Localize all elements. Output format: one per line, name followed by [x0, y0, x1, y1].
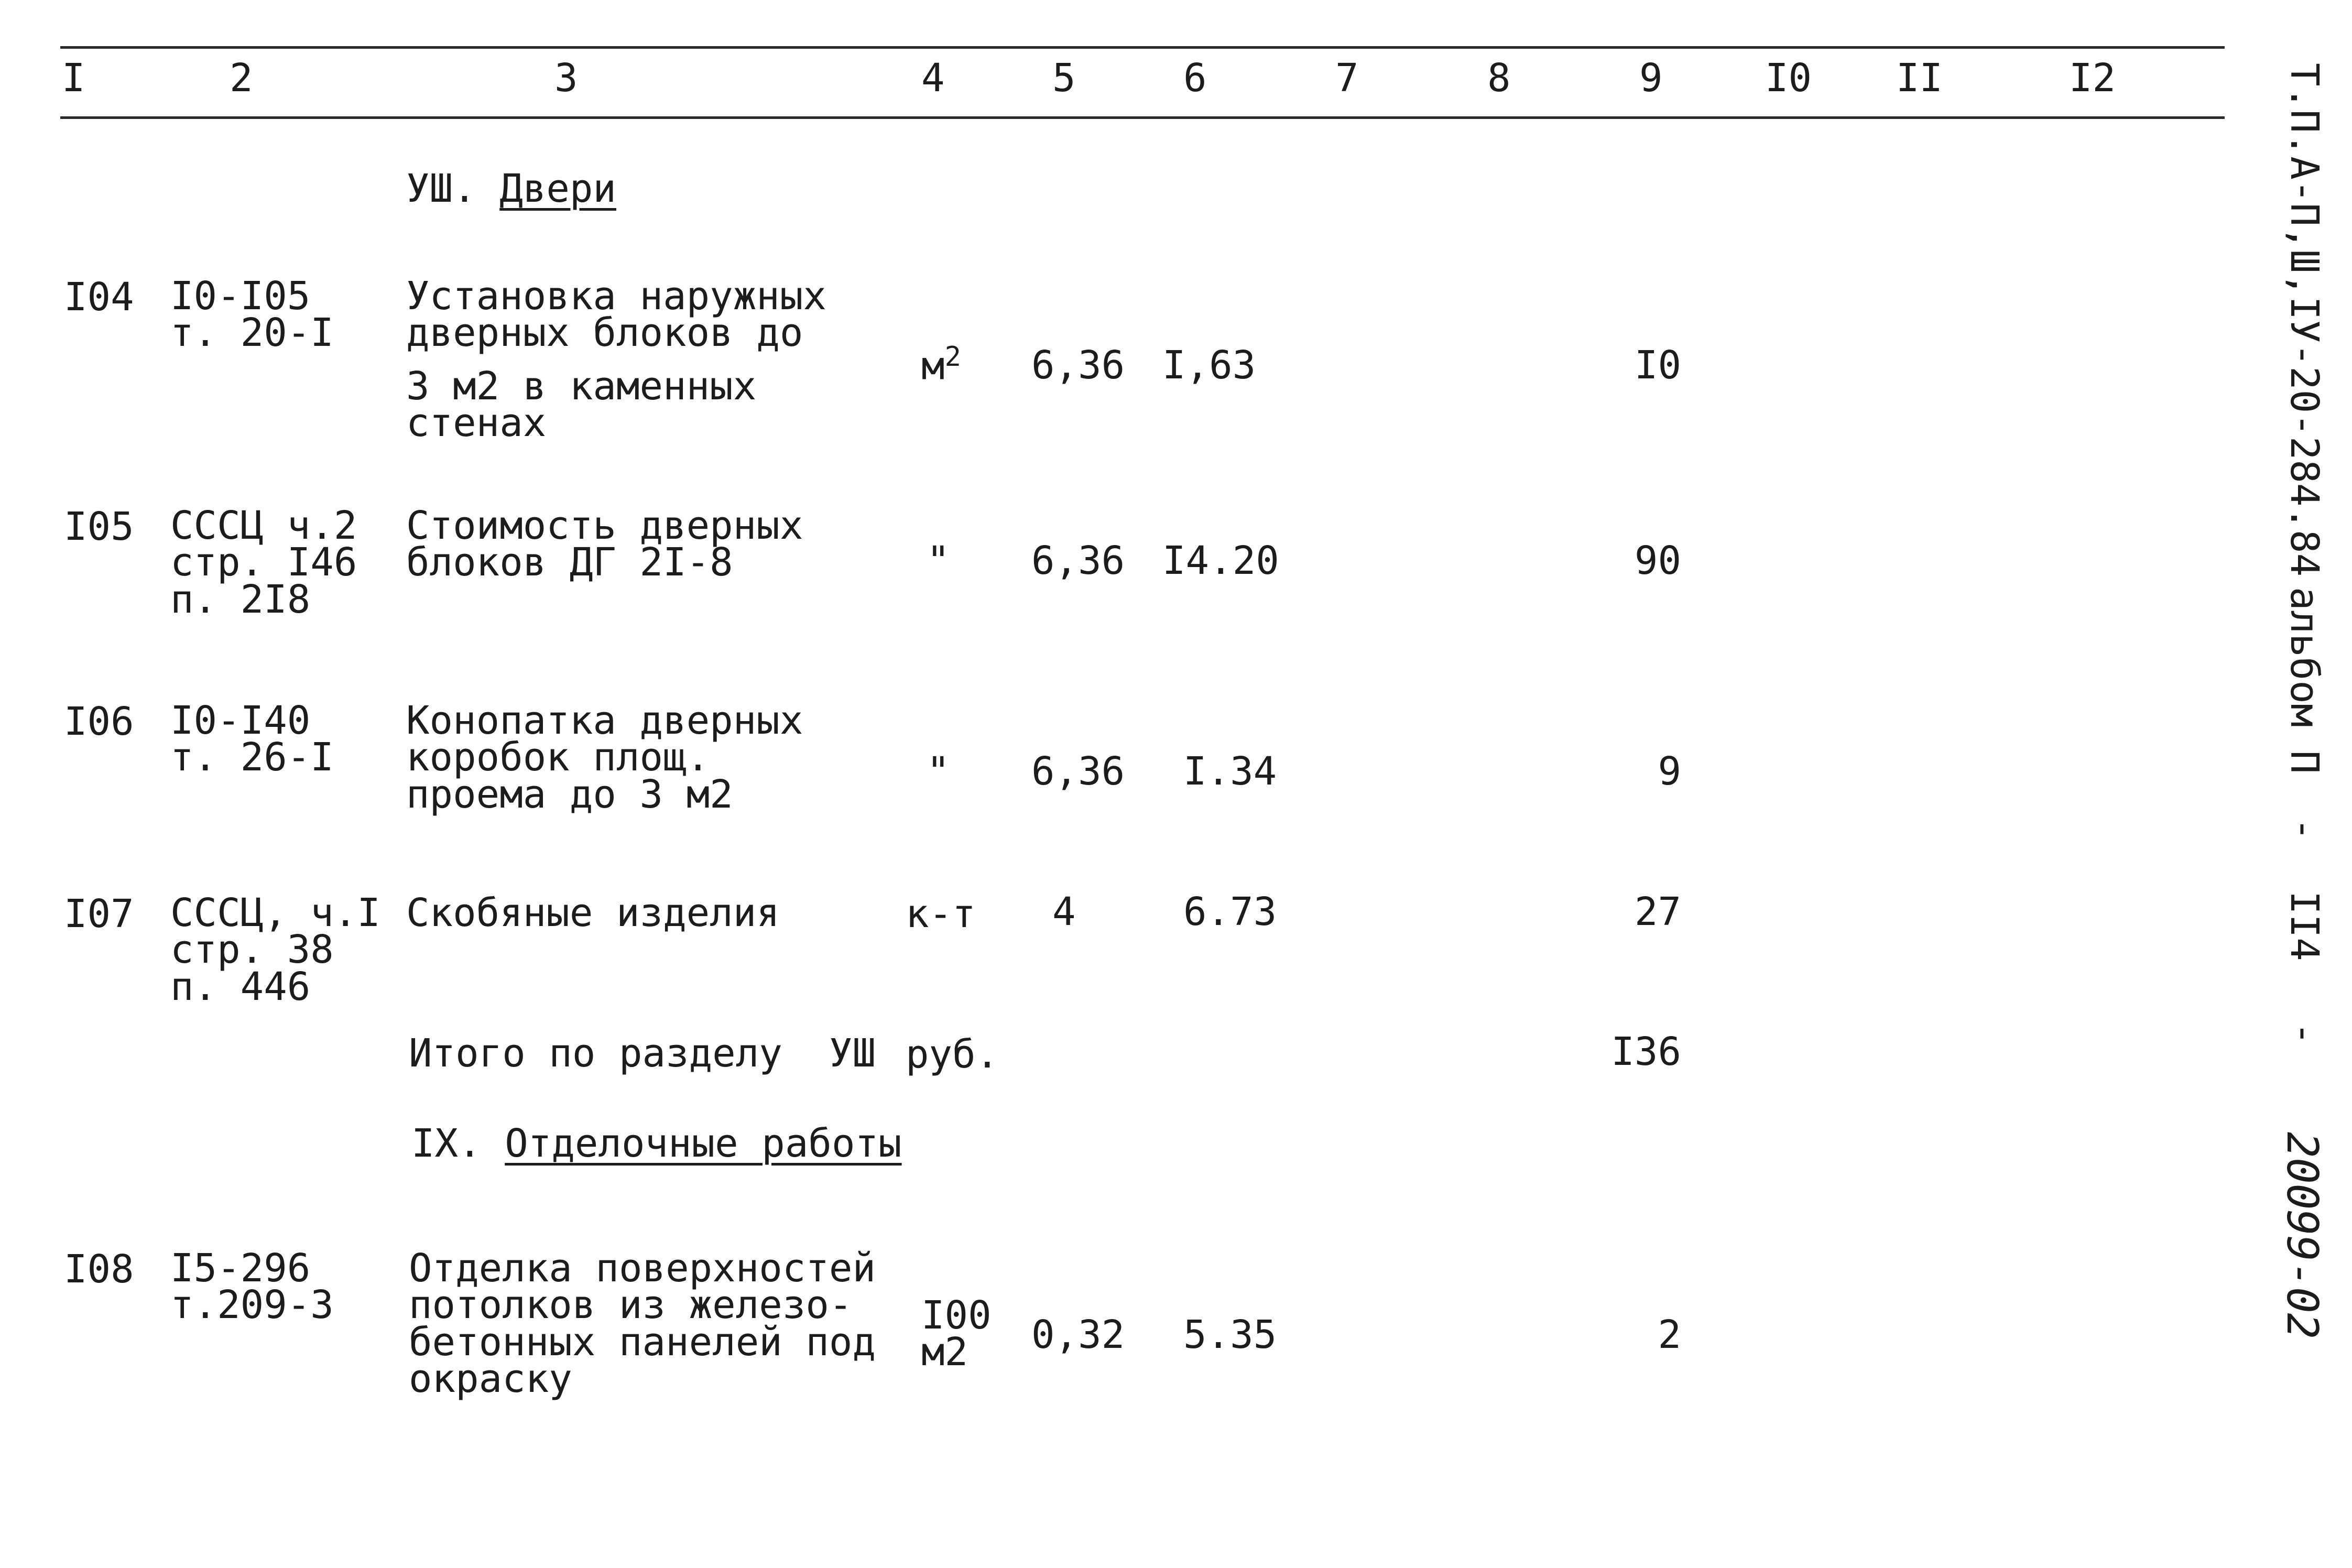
- row-quantity: 0,32: [1031, 1312, 1125, 1357]
- col-header-5: 5: [1052, 56, 1076, 101]
- side-doc-code: Т.П.А-П,Ш,IУ-20-284.84: [2282, 63, 2327, 577]
- row-description: Отделка поверхностей потолков из железо- бетонных панелей под окраску: [409, 1246, 876, 1401]
- row-code: I0-I40 т. 26-I: [170, 698, 334, 780]
- col-header-11: II: [1896, 56, 1943, 101]
- side-dash-2: -: [2282, 1022, 2327, 1046]
- row-description: Скобяные изделия: [406, 890, 780, 935]
- row-number: I06: [64, 699, 134, 744]
- col-header-12: I2: [2069, 56, 2116, 101]
- subtotal-total: I36: [1611, 1029, 1681, 1074]
- row-total: 2: [1658, 1312, 1681, 1357]
- row-description: Стоимость дверных блоков ДГ 2I-8: [406, 503, 803, 585]
- row-number: I08: [64, 1247, 134, 1292]
- row-total: 90: [1634, 538, 1681, 583]
- side-page-number: II4: [2282, 891, 2327, 961]
- row-quantity: 6,36: [1031, 538, 1125, 583]
- subtotal-unit: руб.: [906, 1032, 999, 1077]
- row-quantity: 6,36: [1031, 749, 1125, 794]
- row-quantity: 6,36: [1031, 343, 1125, 388]
- side-album: альбом П: [2282, 587, 2327, 774]
- col-header-7: 7: [1335, 56, 1359, 101]
- section-ix-title: Отделочные работы: [505, 1121, 902, 1166]
- row-total: 27: [1634, 889, 1681, 934]
- row-code: СССЦ ч.2 стр. I46 п. 2I8: [170, 503, 357, 622]
- side-sheet-code: 20099-02: [2277, 1132, 2327, 1339]
- row-price: I4.20: [1162, 538, 1279, 583]
- row-description-cont: 3 м2 в каменных стенах: [406, 364, 757, 446]
- col-header-9: 9: [1639, 56, 1663, 101]
- side-dash: -: [2282, 818, 2327, 841]
- section-viii-number: УШ.: [406, 166, 476, 211]
- col-header-3: 3: [554, 56, 578, 101]
- header-top-rule: [60, 46, 2225, 49]
- header-bottom-rule: [60, 116, 2225, 119]
- col-header-2: 2: [230, 56, 253, 101]
- col-header-1: I: [62, 56, 85, 101]
- row-total: I0: [1634, 343, 1681, 388]
- subtotal-label: Итого по разделу УШ: [409, 1031, 876, 1076]
- row-unit: к-т: [906, 891, 976, 937]
- row-code: СССЦ, ч.I стр. 38 п. 446: [170, 890, 380, 1009]
- section-viii-heading: [406, 166, 616, 211]
- row-unit: I00 м2: [921, 1293, 992, 1375]
- row-code: I0-I05 т. 20-I: [170, 274, 334, 356]
- row-price: 6.73: [1183, 889, 1277, 934]
- row-unit: ": [927, 749, 950, 794]
- row-price: I,63: [1162, 343, 1256, 388]
- row-unit: ": [927, 538, 950, 583]
- row-description: Установка наружных дверных блоков до: [406, 274, 826, 356]
- section-ix-heading: [411, 1121, 902, 1166]
- row-price: 5.35: [1183, 1312, 1277, 1357]
- row-number: I05: [64, 504, 134, 549]
- section-ix-number: IX.: [411, 1121, 482, 1166]
- col-header-6: 6: [1183, 56, 1207, 101]
- col-header-10: I0: [1765, 56, 1812, 101]
- row-description: Конопатка дверных коробок площ. проема до 3 м2: [406, 698, 803, 817]
- section-viii-title: Двери: [499, 166, 616, 211]
- col-header-8: 8: [1487, 56, 1511, 101]
- row-number: I04: [64, 275, 134, 320]
- col-header-4: 4: [921, 56, 945, 101]
- row-code: I5-296 т.209-3: [170, 1246, 334, 1328]
- row-unit: $м^2$: [921, 341, 961, 389]
- row-total: 9: [1658, 749, 1681, 794]
- row-price: I.34: [1183, 749, 1277, 794]
- row-quantity: 4: [1052, 889, 1076, 934]
- row-number: I07: [64, 891, 134, 937]
